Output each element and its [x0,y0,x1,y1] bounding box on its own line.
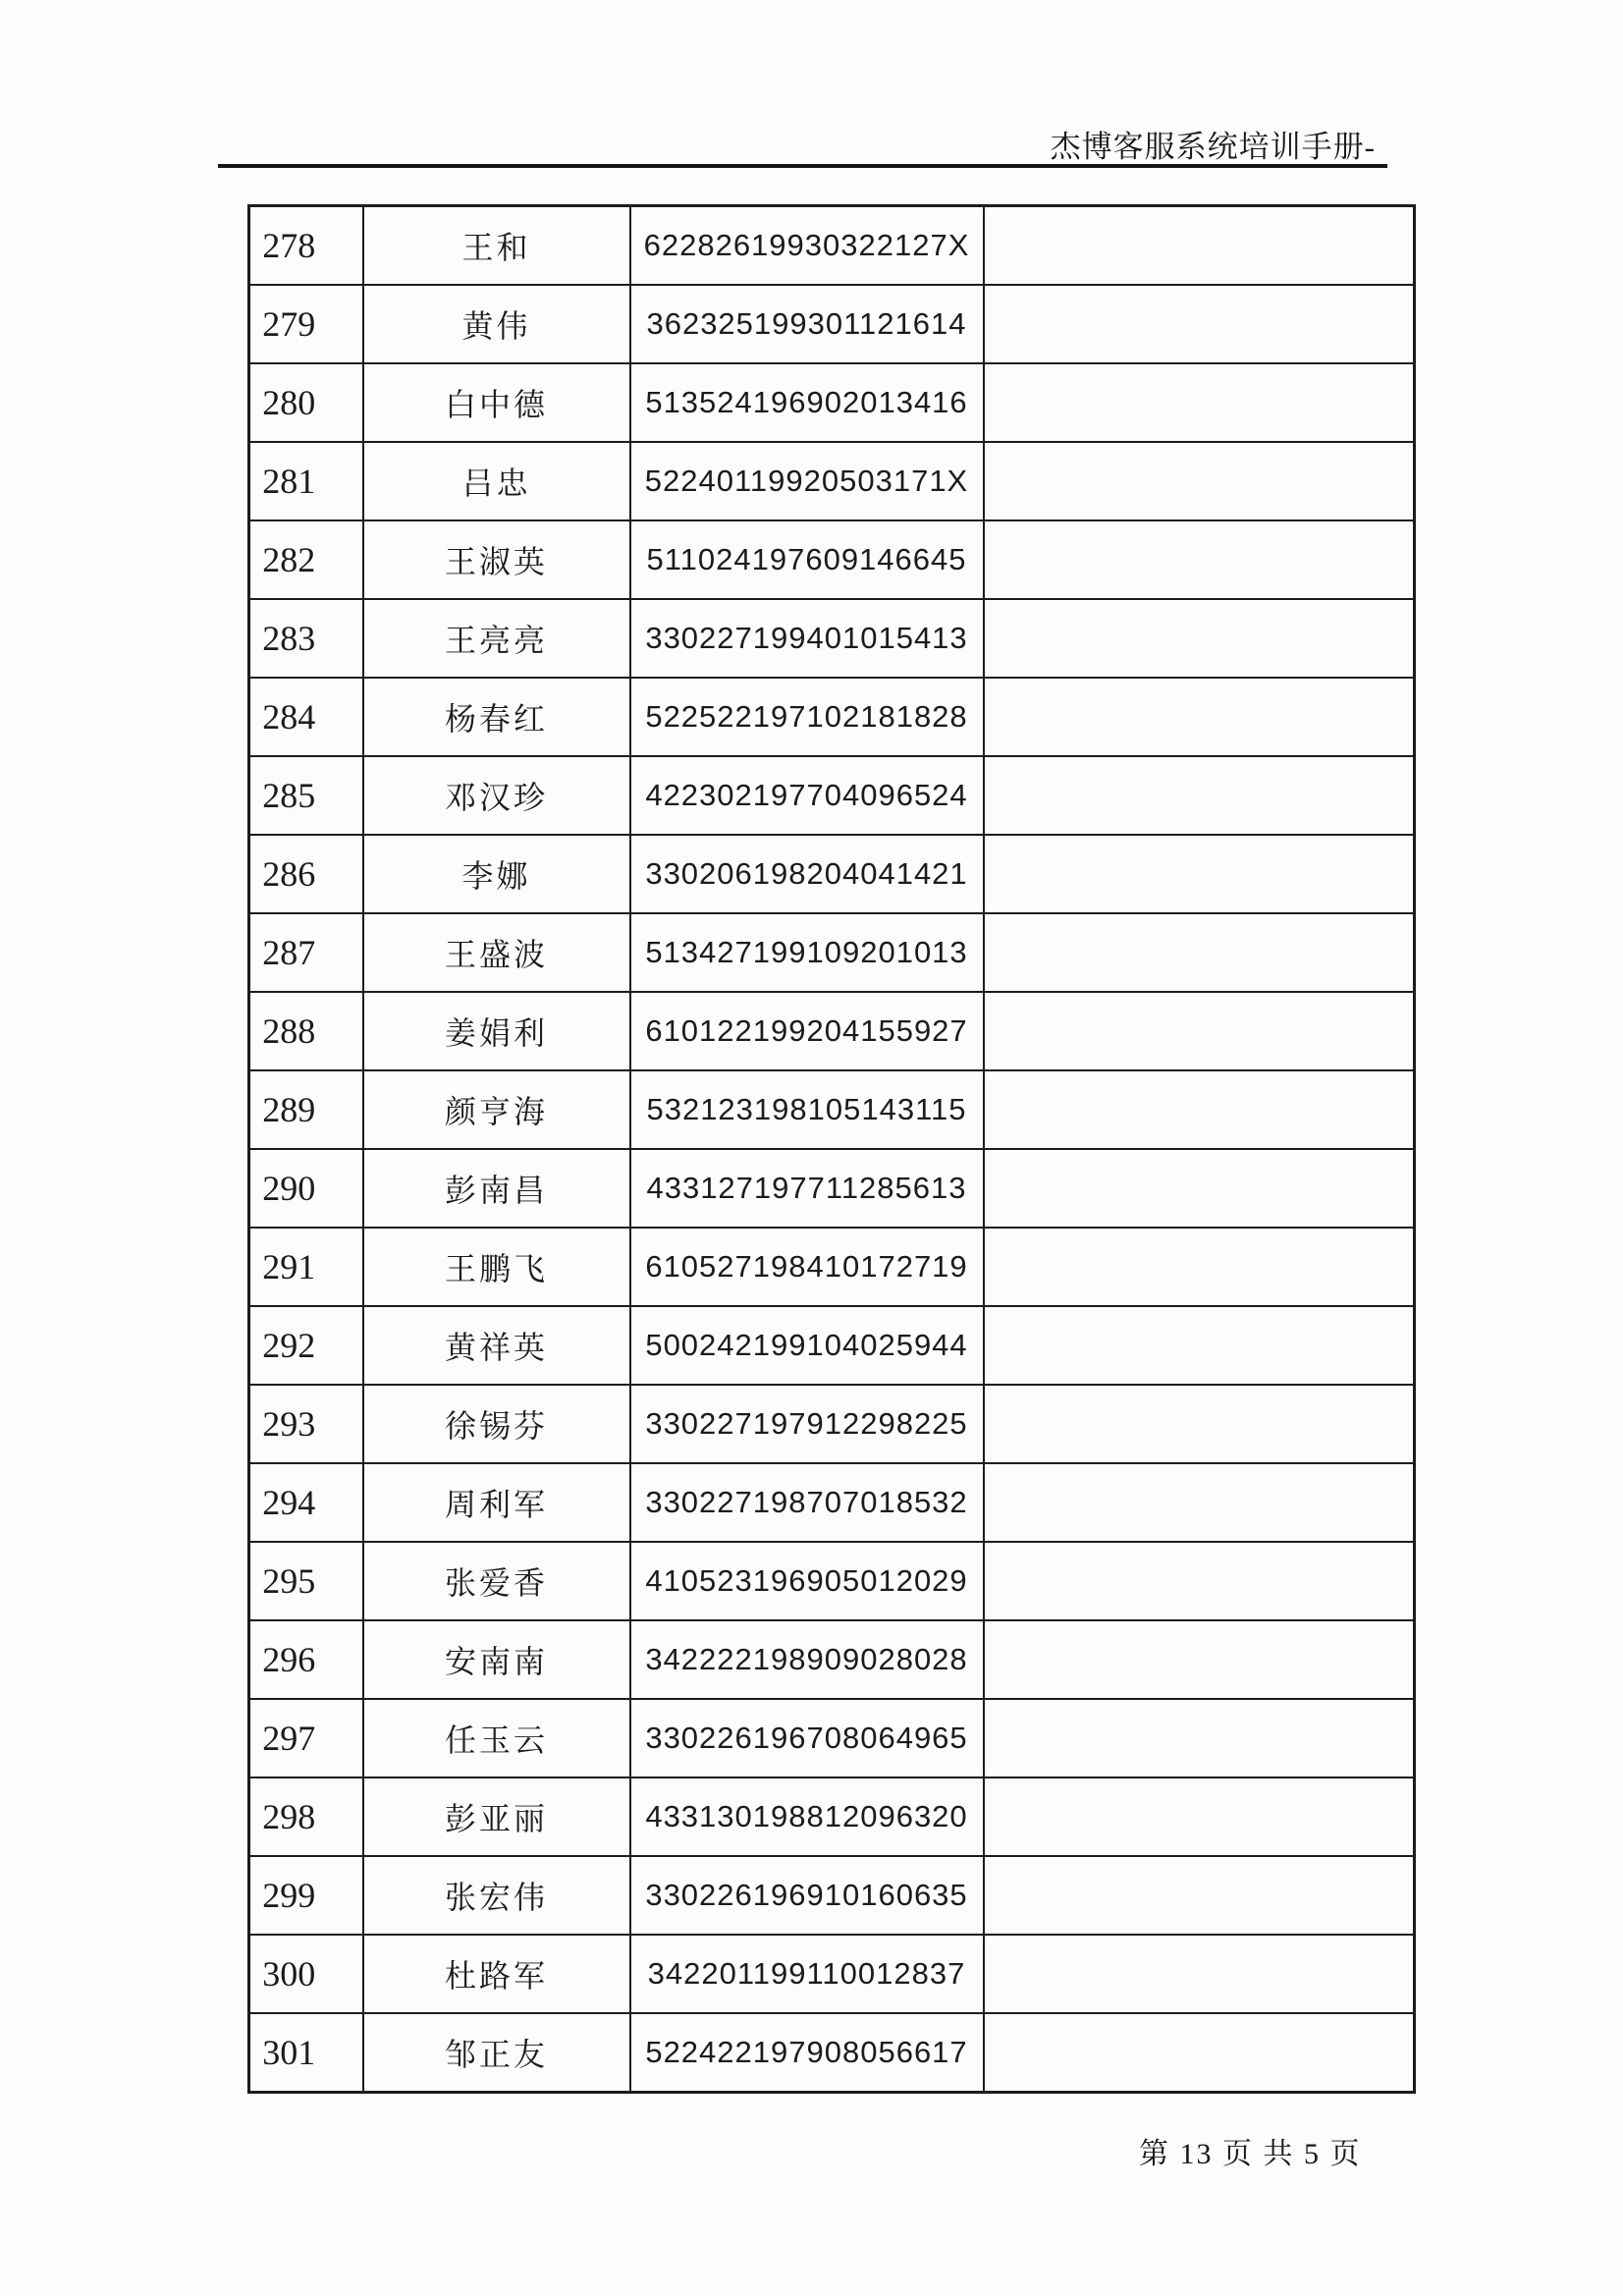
row-number-cell: 291 [249,1228,363,1306]
id-number-cell: 330226196708064965 [630,1699,984,1777]
empty-cell [984,599,1415,678]
name-cell: 姜娟利 [363,992,630,1070]
row-number-cell: 301 [249,2013,363,2093]
table-row [249,1463,1415,1542]
id-number-cell: 330227198707018532 [630,1463,984,1542]
empty-cell [984,1228,1415,1306]
table-row [249,1385,1415,1463]
id-number-cell: 511024197609146645 [630,520,984,599]
id-number-cell: 62282619930322127X [630,206,984,286]
id-number-cell: 330227197912298225 [630,1385,984,1463]
id-number-cell: 52240119920503171X [630,442,984,520]
empty-cell [984,913,1415,992]
page-header-title: 杰博客服系统培训手册- [1050,130,1376,164]
id-number-cell: 433127197711285613 [630,1149,984,1228]
row-number-cell: 298 [249,1777,363,1856]
name-cell: 王盛波 [363,913,630,992]
name-cell: 周利军 [363,1463,630,1542]
table-row [249,1699,1415,1777]
empty-cell [984,363,1415,442]
id-number-cell: 522422197908056617 [630,2013,984,2093]
empty-cell [984,1856,1415,1935]
table-row [249,1620,1415,1699]
roster-table-body [249,206,1415,2093]
empty-cell [984,1699,1415,1777]
table-row [249,1777,1415,1856]
row-number-cell: 300 [249,1935,363,2013]
name-cell: 颜亨海 [363,1070,630,1149]
empty-cell [984,992,1415,1070]
table-row [249,285,1415,363]
id-number-cell: 330206198204041421 [630,835,984,913]
id-number-cell: 410523196905012029 [630,1542,984,1620]
name-cell: 杨春红 [363,678,630,756]
name-cell: 黄伟 [363,285,630,363]
row-number-cell: 286 [249,835,363,913]
name-cell: 王和 [363,206,630,286]
row-number-cell: 279 [249,285,363,363]
id-number-cell: 513427199109201013 [630,913,984,992]
empty-cell [984,206,1415,286]
empty-cell [984,442,1415,520]
row-number-cell: 280 [249,363,363,442]
row-number-cell: 292 [249,1306,363,1385]
id-number-cell: 433130198812096320 [630,1777,984,1856]
name-cell: 吕忠 [363,442,630,520]
table-row [249,206,1415,286]
empty-cell [984,678,1415,756]
id-number-cell: 330226196910160635 [630,1856,984,1935]
row-number-cell: 278 [249,206,363,286]
row-number-cell: 282 [249,520,363,599]
name-cell: 张宏伟 [363,1856,630,1935]
row-number-cell: 283 [249,599,363,678]
name-cell: 彭南昌 [363,1149,630,1228]
page-number: 第 13 页 共 5 页 [1139,2138,1362,2170]
name-cell: 安南南 [363,1620,630,1699]
id-number-cell: 522522197102181828 [630,678,984,756]
name-cell: 邹正友 [363,2013,630,2093]
name-cell: 李娜 [363,835,630,913]
table-row [249,1149,1415,1228]
name-cell: 杜路军 [363,1935,630,2013]
name-cell: 王鹏飞 [363,1228,630,1306]
table-row [249,1228,1415,1306]
empty-cell [984,1620,1415,1699]
row-number-cell: 297 [249,1699,363,1777]
name-cell: 邓汉珍 [363,756,630,835]
id-number-cell: 513524196902013416 [630,363,984,442]
empty-cell [984,756,1415,835]
empty-cell [984,1306,1415,1385]
id-number-cell: 342222198909028028 [630,1620,984,1699]
empty-cell [984,520,1415,599]
empty-cell [984,1463,1415,1542]
table-row [249,1856,1415,1935]
row-number-cell: 294 [249,1463,363,1542]
row-number-cell: 284 [249,678,363,756]
table-row [249,520,1415,599]
empty-cell [984,1070,1415,1149]
row-number-cell: 293 [249,1385,363,1463]
row-number-cell: 289 [249,1070,363,1149]
name-cell: 任玉云 [363,1699,630,1777]
row-number-cell: 295 [249,1542,363,1620]
empty-cell [984,1149,1415,1228]
empty-cell [984,285,1415,363]
row-number-cell: 288 [249,992,363,1070]
empty-cell [984,1935,1415,2013]
name-cell: 黄祥英 [363,1306,630,1385]
row-number-cell: 281 [249,442,363,520]
table-row [249,756,1415,835]
table-row [249,992,1415,1070]
empty-cell [984,1385,1415,1463]
row-number-cell: 287 [249,913,363,992]
empty-cell [984,2013,1415,2093]
id-number-cell: 532123198105143115 [630,1070,984,1149]
id-number-cell: 610122199204155927 [630,992,984,1070]
roster-table [247,204,1416,2094]
name-cell: 张爱香 [363,1542,630,1620]
table-row [249,1935,1415,2013]
table-row [249,835,1415,913]
id-number-cell: 610527198410172719 [630,1228,984,1306]
empty-cell [984,835,1415,913]
name-cell: 王淑英 [363,520,630,599]
id-number-cell: 342201199110012837 [630,1935,984,2013]
empty-cell [984,1777,1415,1856]
table-row [249,1306,1415,1385]
table-row [249,2013,1415,2093]
table-row [249,363,1415,442]
table-row [249,442,1415,520]
id-number-cell: 330227199401015413 [630,599,984,678]
empty-cell [984,1542,1415,1620]
name-cell: 王亮亮 [363,599,630,678]
table-row [249,599,1415,678]
id-number-cell: 362325199301121614 [630,285,984,363]
id-number-cell: 500242199104025944 [630,1306,984,1385]
table-row [249,1070,1415,1149]
row-number-cell: 290 [249,1149,363,1228]
id-number-cell: 422302197704096524 [630,756,984,835]
row-number-cell: 285 [249,756,363,835]
row-number-cell: 296 [249,1620,363,1699]
name-cell: 彭亚丽 [363,1777,630,1856]
header-rule [218,164,1387,168]
table-row [249,678,1415,756]
name-cell: 徐锡芬 [363,1385,630,1463]
name-cell: 白中德 [363,363,630,442]
row-number-cell: 299 [249,1856,363,1935]
table-row [249,913,1415,992]
table-row [249,1542,1415,1620]
